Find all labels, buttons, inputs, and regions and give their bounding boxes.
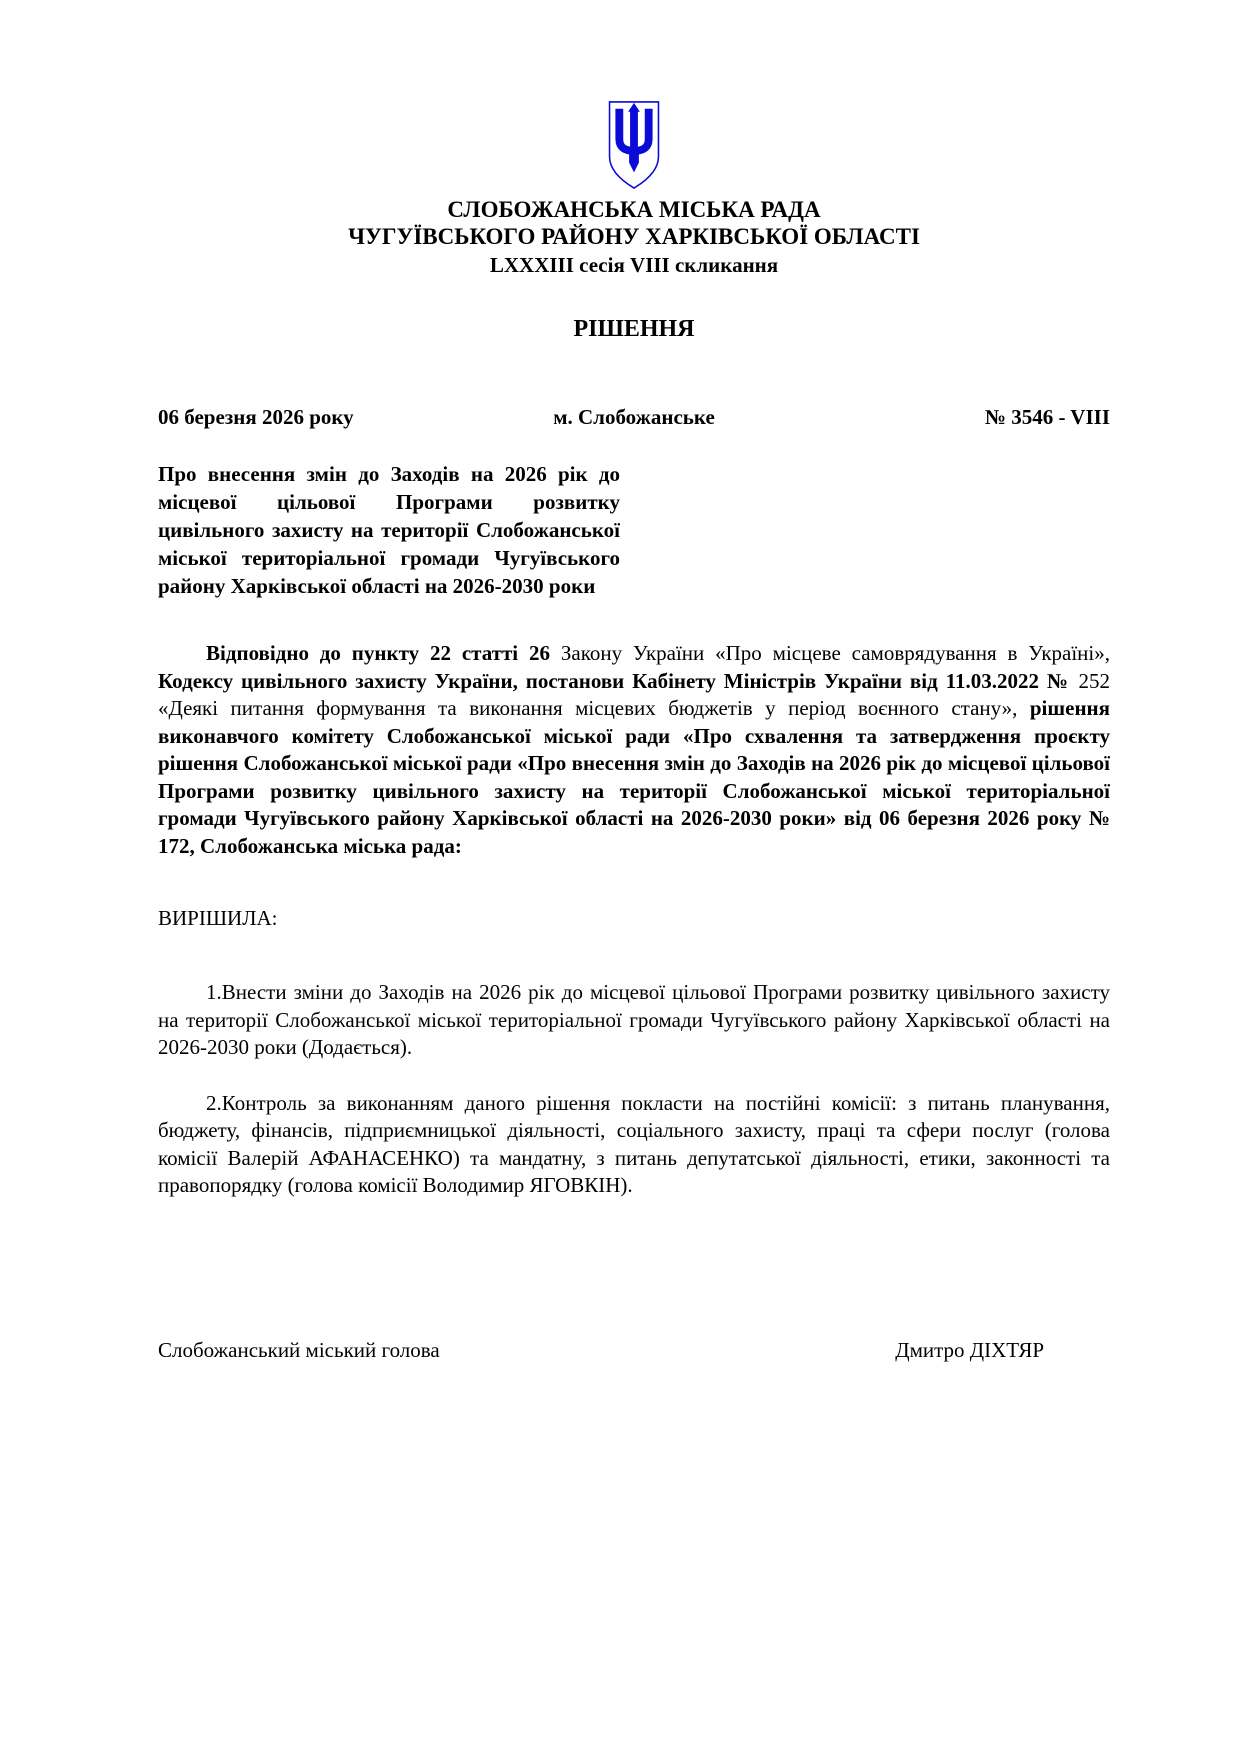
session-line: LXXXIII сесія VIII скликання (489, 253, 779, 277)
signature-row (158, 1338, 1110, 1363)
intro-segment: рішення виконавчого комітету Слобожанської міської ради «Про схвалення та затвердження проєкту рішення Слобожанської міської ради «Про внесення змін до Заходів на 2026 рік до місцевої цільової Програми розвитку цивільного захисту на території Слобожанської міської територіальної громади Чугуївського району Харківської області на 2026-2030 роки» від 06 березня 2026 року № 172, Слобожанська міська рада: (158, 696, 1110, 858)
signature-name: Дмитро ДІХТЯР (895, 1337, 1044, 1362)
org-name-line2: ЧУГУЇВСЬКОГО РАЙОНУ ХАРКІВСЬКОЇ ОБЛАСТІ (348, 224, 920, 249)
org-name-line1: СЛОБОЖАНСЬКА МІСЬКА РАДА (447, 197, 821, 222)
decision-item-1: 1.Внести зміни до Заходів на 2026 рік до місцевої цільової Програми розвитку цивільного захисту на території Слобожанської міської територіальної громади Чугуївського району Харківської області на 2026-2030 роки (Додається). (158, 980, 1110, 1059)
decision-date: 06 березня 2026 року (158, 405, 354, 429)
intro-segment: Кодексу цивільного захисту України, постанови Кабінету Міністрів України від 11.03.2022 № (158, 668, 1079, 693)
document-type-title: РІШЕННЯ (573, 316, 695, 342)
document-header (158, 100, 1110, 343)
signature-title: Слобожанський міський голова (158, 1337, 440, 1362)
meta-row (158, 405, 1110, 430)
decision-place: м. Слобожанське (553, 405, 715, 429)
decision-number: № 3546 - VIII (984, 405, 1110, 429)
intro-paragraph (158, 640, 1110, 860)
decision-subject: Про внесення змін до Заходів на 2026 рік до місцевої цільової Програми розвитку цивільного захисту на території Слобожанської міської територіальної громади Чугуївського району Харківської області на 2026-2030 роки (158, 462, 620, 598)
intro-segment: 252 «Деякі питання формування та виконання місцевих бюджетів у період воєнного стану», (158, 668, 1110, 720)
intro-segment: Закону України «Про місцеве самоврядування в Україні», (560, 641, 1111, 665)
tryzub-emblem-icon (603, 100, 665, 190)
intro-segment: Відповідно до пункту 22 статті 26 (206, 641, 561, 665)
resolved-label: ВИРІШИЛА: (158, 906, 278, 930)
decision-item-2: 2.Контроль за виконанням даного рішення покласти на постійні комісії: з питань планування, бюджету, фінансів, підприємницької діяльності, соціального захисту, праці та сфери послуг (голова комісії Валерій АФАНАСЕНКО) та мандатну, з питань депутатської діяльності, етики, законності та правопорядку (голова комісії Володимир ЯГОВКІН). (158, 1090, 1110, 1197)
